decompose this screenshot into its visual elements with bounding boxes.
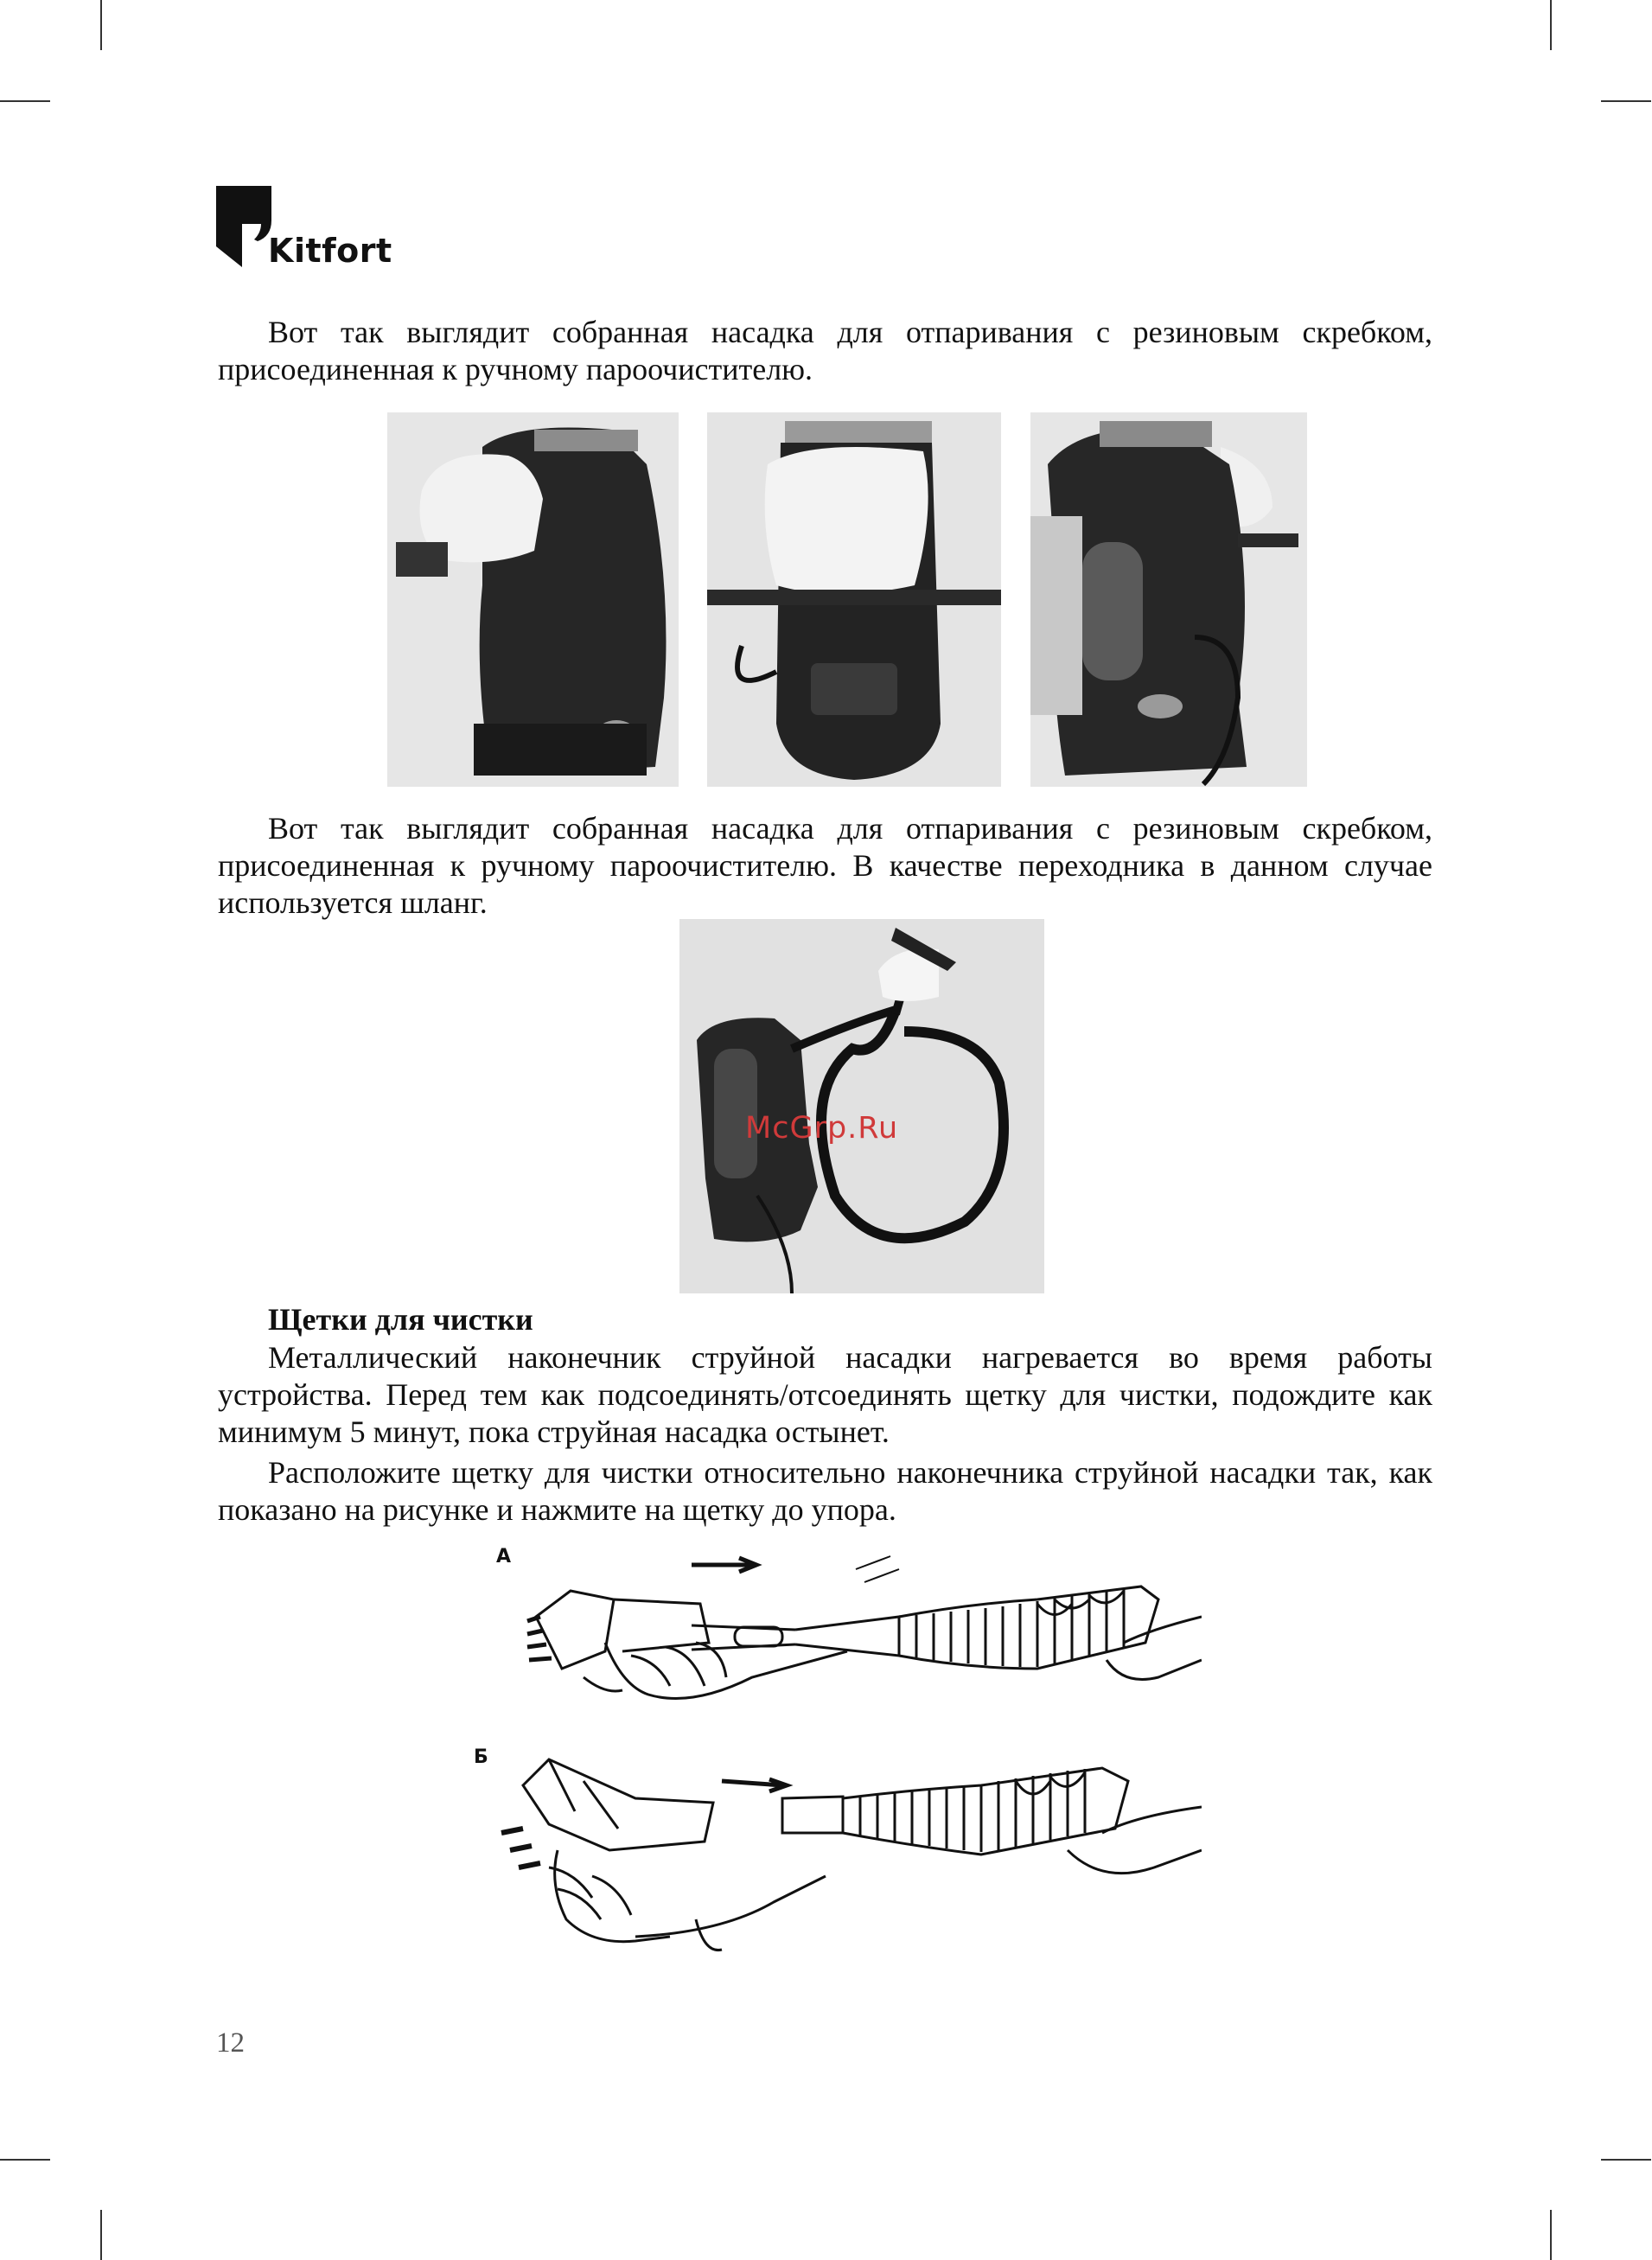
crop-mark xyxy=(100,0,102,50)
crop-mark xyxy=(1601,2159,1651,2161)
crop-mark xyxy=(1601,100,1651,102)
page-number: 12 xyxy=(216,2027,245,2059)
section-heading: Щетки для чистки xyxy=(268,1302,533,1337)
photo-steamer-back xyxy=(1030,412,1307,787)
paragraph: Вот так выглядит собранная насадка для отпаривания с резиновым скребком, присоединенная к ручному пароочистителю. В качестве переходника в данном случае используется шланг. xyxy=(218,811,1432,920)
crop-mark xyxy=(0,2159,50,2161)
paragraph: Вот так выглядит собранная насадка для отпаривания с резиновым скребком, присоединенная к ручному пароочистителю. xyxy=(218,315,1432,386)
photo-steamer-with-hose xyxy=(679,919,1044,1293)
illustration-brush-step-a xyxy=(519,1548,1202,1721)
crop-mark xyxy=(100,2210,102,2260)
kitfort-logo-icon xyxy=(216,186,271,271)
illustration-brush-step-b xyxy=(497,1746,1202,1963)
figure-label-b: Б xyxy=(474,1746,488,1768)
brand-name: Kitfort xyxy=(268,232,392,270)
figure-label-a: А xyxy=(496,1546,512,1567)
watermark: McGrp.Ru xyxy=(745,1111,899,1146)
photo-steamer-side xyxy=(387,412,679,787)
crop-mark xyxy=(1550,0,1552,50)
photo-steamer-front xyxy=(707,412,1001,787)
crop-mark xyxy=(0,100,50,102)
paragraph: Расположите щетку для чистки относительно наконечника струйной насадки так, как показано на рисунке и нажмите на щетку до упора. xyxy=(218,1455,1432,1527)
paragraph: Металлический наконечник струйной насадки нагревается во время работы устройства. Перед тем как подсоединять/отсоединять щетку для чистки, подождите как минимум 5 минут, пока струйная насадка остынет. xyxy=(218,1340,1432,1449)
crop-mark xyxy=(1550,2210,1552,2260)
